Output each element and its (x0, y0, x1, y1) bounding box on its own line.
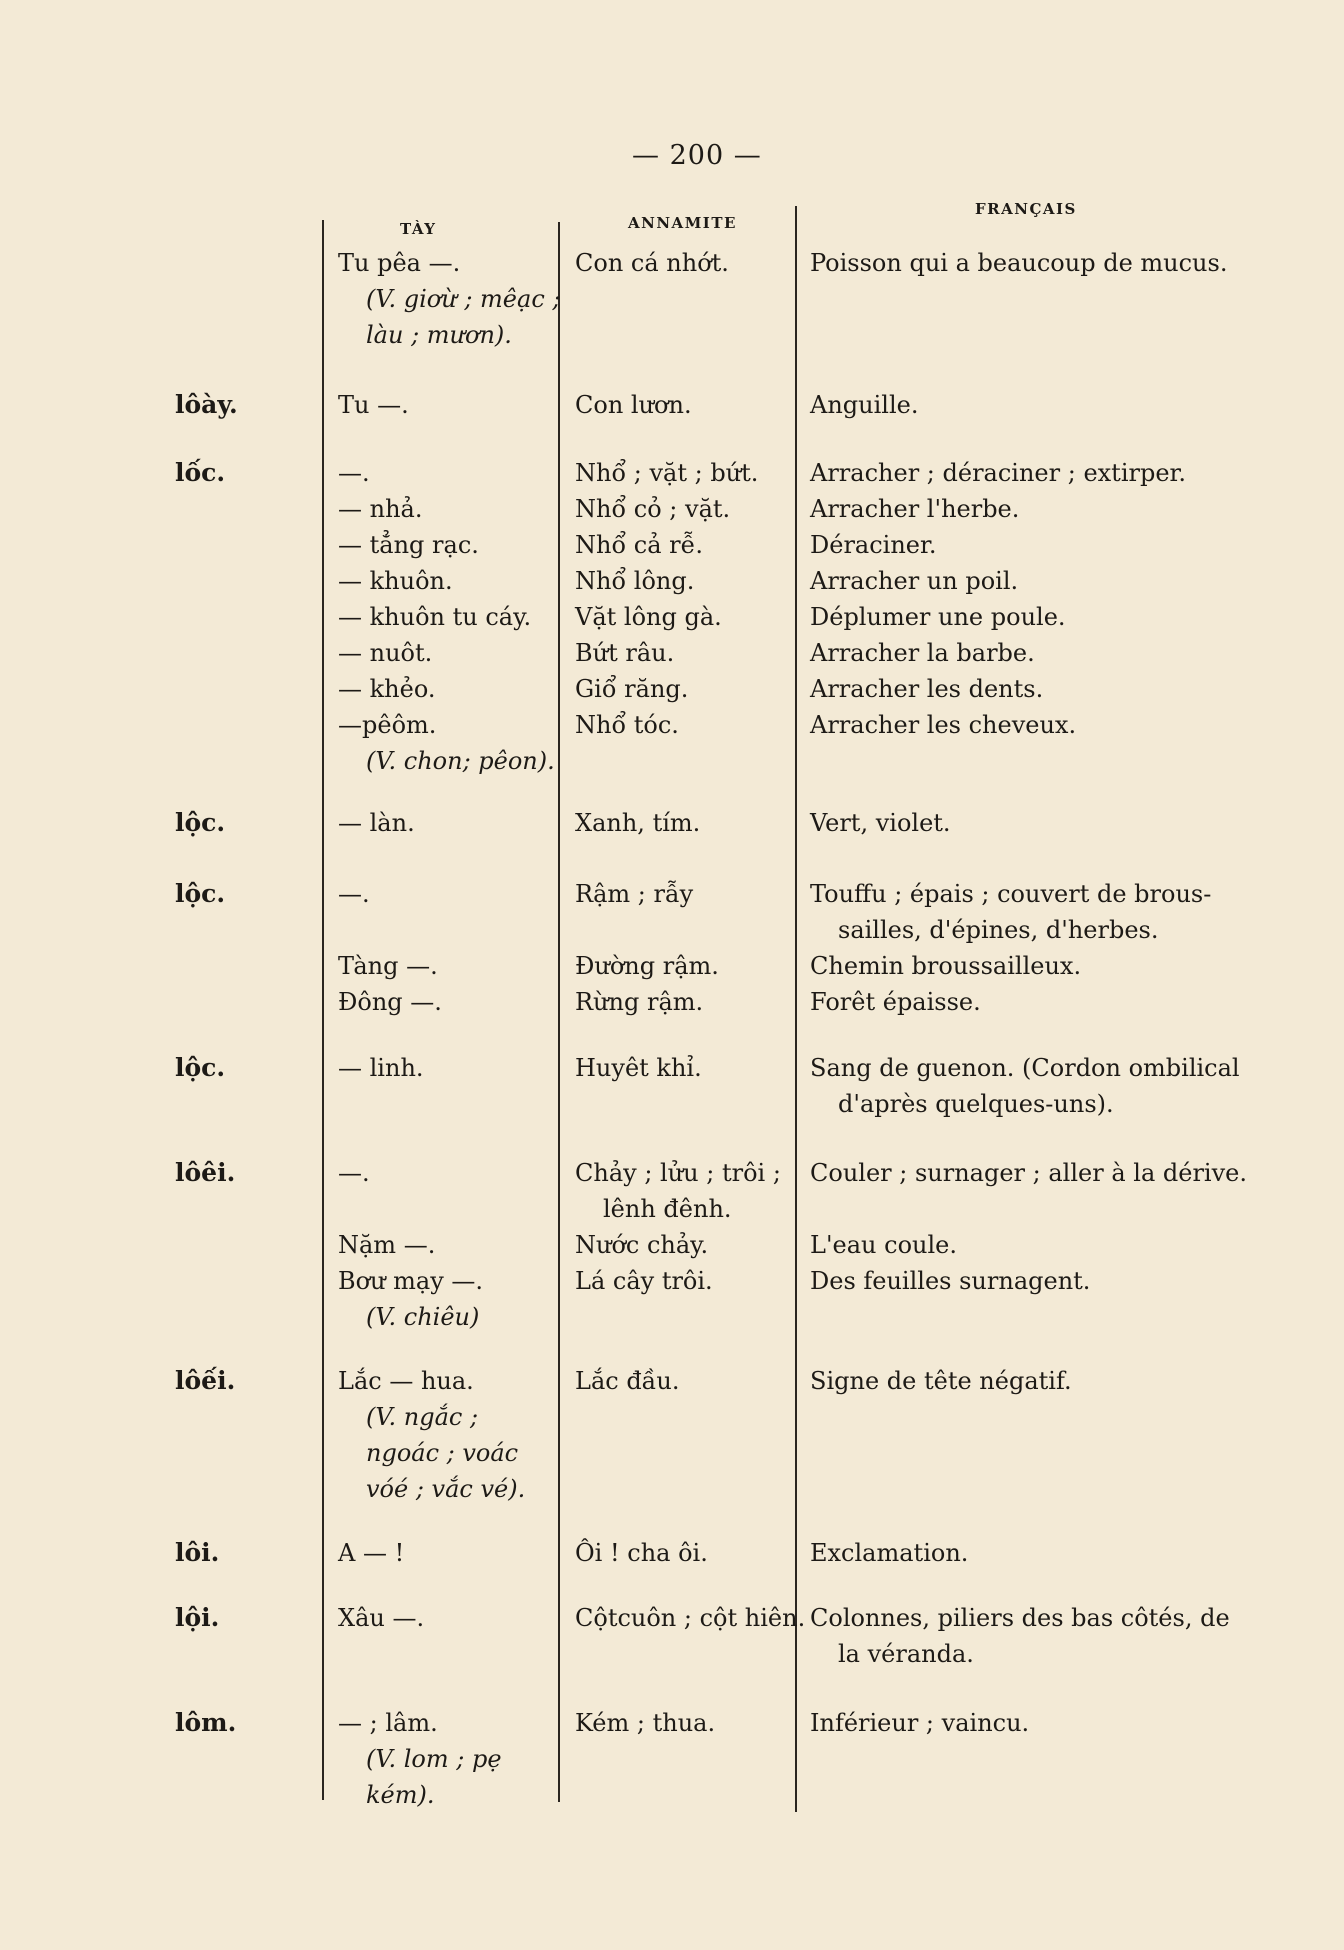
francais-text (810, 1535, 968, 1571)
tay-text-line: Đông —. (338, 988, 442, 1016)
tay-text-line: ngoác ; voác (366, 1439, 519, 1467)
headword: lôếi. (175, 1366, 236, 1395)
tay-text (338, 455, 555, 779)
tay-text-line: Xâu —. (338, 1604, 425, 1632)
francais-text (810, 805, 951, 841)
tay-text-line: —. (338, 459, 370, 487)
annamite-text-line: Kém ; thua. (575, 1709, 716, 1737)
francais-text (810, 245, 1227, 281)
francais-text (810, 1705, 1029, 1741)
annamite-text-line: Chảy ; lửu ; trôi ; (575, 1159, 781, 1187)
tay-text (338, 1155, 483, 1335)
tay-text-line: (V. ngắc ; (366, 1403, 479, 1431)
tay-text-line: kém). (366, 1781, 435, 1809)
francais-text-line: Anguille. (810, 391, 919, 419)
tay-text-line: — khuôn. (338, 567, 453, 595)
tay-text-line: —pêôm. (338, 711, 437, 739)
francais-text-line: Arracher les dents. (810, 675, 1044, 703)
francais-text-line: Forêt épaisse. (810, 988, 981, 1016)
francais-text-line: Arracher la barbe. (810, 639, 1035, 667)
annamite-text-line: Bứt râu. (575, 639, 675, 667)
tay-text-line: làu ; mươn). (366, 321, 512, 349)
francais-text (810, 1363, 1072, 1399)
tay-text-line: (V. chiêu) (366, 1303, 480, 1331)
headword: lộc. (175, 879, 226, 908)
annamite-text-line: Nhổ lông. (575, 567, 695, 595)
francais-text-line: Arracher les cheveux. (810, 711, 1077, 739)
francais-text-line: L'eau coule. (810, 1231, 957, 1259)
header-annamite: ANNAMITE (628, 214, 737, 232)
tay-text-line: Bơư mạy —. (338, 1267, 484, 1295)
francais-text-line: Touffu ; épais ; couvert de brous- (810, 880, 1212, 908)
annamite-text (575, 1600, 805, 1636)
francais-text-line: Vert, violet. (810, 809, 951, 837)
tay-text (338, 245, 560, 353)
francais-text (810, 1050, 1240, 1122)
tay-text-line: — ; lâm. (338, 1709, 438, 1737)
francais-text-line: Des feuilles surnagent. (810, 1267, 1091, 1295)
francais-text-line: Exclamation. (810, 1539, 969, 1567)
headword: lốc. (175, 458, 226, 487)
annamite-text-line: Con cá nhớt. (575, 249, 729, 277)
francais-text-line: Colonnes, piliers des bas côtés, de (810, 1604, 1230, 1632)
annamite-text (575, 805, 700, 841)
annamite-text-line: Giổ răng. (575, 675, 689, 703)
tay-text (338, 1705, 502, 1813)
tay-text (338, 805, 415, 841)
headword: lôêi. (175, 1158, 236, 1187)
tay-text-line: — khuôn tu cáy. (338, 603, 532, 631)
annamite-text-line: Nhổ tóc. (575, 711, 679, 739)
tay-text-line (338, 912, 442, 948)
column-rule-3 (795, 206, 797, 1812)
tay-text-line: Nặm —. (338, 1231, 436, 1259)
annamite-text-line: Con lươn. (575, 391, 692, 419)
headword: lôày. (175, 390, 238, 419)
tay-text (338, 387, 409, 423)
tay-text-line: —. (338, 880, 370, 908)
annamite-text-line: Xanh, tím. (575, 809, 701, 837)
tay-text-line: — nuôt. (338, 639, 433, 667)
annamite-text (575, 1155, 781, 1299)
annamite-text (575, 245, 729, 281)
francais-text-line: Arracher l'herbe. (810, 495, 1020, 523)
francais-text (810, 455, 1186, 743)
francais-text-line: Arracher un poil. (810, 567, 1019, 595)
annamite-text-line: Rừng rậm. (575, 988, 704, 1016)
annamite-text (575, 455, 758, 743)
annamite-text-line: Nhổ cả rễ. (575, 531, 704, 559)
tay-text-line: — khẻo. (338, 675, 436, 703)
francais-text-line: Sang de guenon. (Cordon ombilical (810, 1054, 1240, 1082)
francais-text-line: Arracher ; déraciner ; extirper. (810, 459, 1187, 487)
tay-text-line: (V. giơừ ; mêạc ; (366, 285, 561, 313)
francais-text-line: d'après quelques-uns). (838, 1090, 1114, 1118)
tay-text-line: A — ! (338, 1539, 405, 1567)
annamite-text (575, 1705, 715, 1741)
annamite-text-line: Nhổ ; vặt ; bứt. (575, 459, 759, 487)
francais-text-line: Signe de tête négatif. (810, 1367, 1072, 1395)
tay-text (338, 876, 442, 1020)
annamite-text (575, 1535, 708, 1571)
headword: lôi. (175, 1538, 220, 1567)
francais-text-line: Déplumer une poule. (810, 603, 1066, 631)
annamite-text-line: Đường rậm. (575, 952, 719, 980)
annamite-text-line: Cộtcuôn ; cột hiên. (575, 1604, 806, 1632)
francais-text-line: Inférieur ; vaincu. (810, 1709, 1030, 1737)
francais-text-line: Couler ; surnager ; aller à la dérive. (810, 1159, 1247, 1187)
annamite-text-line (575, 912, 719, 948)
column-rule-2 (558, 222, 560, 1802)
tay-text-line: — linh. (338, 1054, 424, 1082)
tay-text-line: — tẳng rạc. (338, 531, 479, 559)
annamite-text (575, 1050, 702, 1086)
francais-text-line: Chemin broussailleux. (810, 952, 1082, 980)
tay-text-line: Tàng —. (338, 952, 438, 980)
francais-text (810, 1600, 1230, 1672)
tay-text-line: Tu —. (338, 391, 409, 419)
francais-text-line: sailles, d'épines, d'herbes. (838, 916, 1159, 944)
tay-text-line: Tu pêa —. (338, 249, 461, 277)
annamite-text-line: Nước chảy. (575, 1231, 709, 1259)
francais-text-line: la véranda. (838, 1640, 974, 1668)
tay-text-line: (V. chon; pêon). (366, 747, 555, 775)
annamite-text-line: Rậm ; rẫy (575, 880, 694, 908)
annamite-text-line: Lá cây trôi. (575, 1267, 713, 1295)
tay-text-line: — nhả. (338, 495, 423, 523)
tay-text (338, 1050, 424, 1086)
francais-text-line: Déraciner. (810, 531, 937, 559)
headword: lộc. (175, 1053, 226, 1082)
tay-text-line: —. (338, 1159, 370, 1187)
francais-text-line: Poisson qui a beaucoup de mucus. (810, 249, 1228, 277)
annamite-text-line: Vặt lông gà. (575, 603, 722, 631)
tay-text-line: — làn. (338, 809, 415, 837)
headword: lộc. (175, 808, 226, 837)
annamite-text (575, 387, 692, 423)
francais-text-line (810, 1191, 1247, 1227)
tay-text (338, 1535, 404, 1571)
header-tay: TÀY (400, 220, 437, 238)
annamite-text (575, 1363, 679, 1399)
column-rule-1 (322, 220, 324, 1800)
annamite-text-line: Ôi ! cha ôi. (575, 1539, 708, 1567)
annamite-text-line: Huyêt khỉ. (575, 1054, 702, 1082)
annamite-text-line: lênh đênh. (603, 1195, 732, 1223)
page-number: — 200 — (632, 140, 762, 171)
header-francais: FRANÇAIS (975, 200, 1077, 218)
tay-text (338, 1600, 424, 1636)
tay-text-line: Lắc — hua. (338, 1367, 474, 1395)
francais-text (810, 876, 1211, 1020)
annamite-text (575, 876, 719, 1020)
annamite-text-line: Nhổ cỏ ; vặt. (575, 495, 731, 523)
headword: lội. (175, 1603, 220, 1632)
tay-text-line: (V. lom ; pẹ (366, 1745, 502, 1773)
tay-text-line (338, 1191, 483, 1227)
headword: lôm. (175, 1708, 237, 1737)
tay-text (338, 1363, 525, 1507)
francais-text (810, 387, 918, 423)
tay-text-line: vóé ; vắc vé). (366, 1475, 526, 1503)
annamite-text-line: Lắc đầu. (575, 1367, 680, 1395)
francais-text (810, 1155, 1247, 1299)
